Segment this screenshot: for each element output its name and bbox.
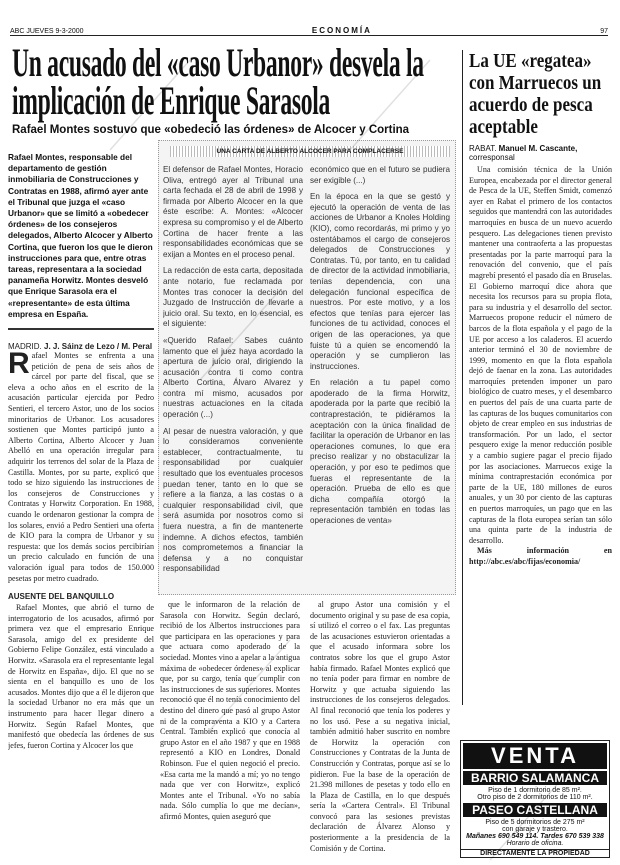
body-text: Rafael Montes, que abrió el turno de interrogatorio de los acusados, afirmó por primera vez que el empresario Enrique Sarasola, amigo del ex presidente del Gobierno Felipe González, está vinculado a Horwitz. «Sarasola era el representante legal de Horwitz en España», dijo. El que no se sienta en el banquillo es uno de los acusados. Montes dijo que a él le dijeron que la sociedad Urbanor no era más que un instrumento para hacer llegar dinero a Horwitz. Según Rafael Montes, que manifestó que obedecía las órdenes de sus jefes, fueron Cortina y Alcocer los que <box>8 603 154 750</box>
main-headline: Un acusado del «caso Urbanor» desvela la implicación de Enrique Sarasola <box>12 40 424 123</box>
issue-date: ABC JUEVES 9-3-2000 <box>10 28 84 35</box>
body-text: al grupo Astor una comisión y el documento original y su pase de esa copia, sí utilizó el correo o el fax. Las preguntas de las acusaciones estuvieron orientadas a que el acusado informara sobre los contratos sobre los que el grupo Astor había firmado. Rafael Montes explicó que no tenía poder para firmar en nombre de Horwitz y que actuaba siguiendo las instrucciones de los consejeros delegados. Al final reconoció que tenía los poderes y no los usó. Pese a su negativa inicial, también admitió haber suscrito en nombre de Horwitz la operación con Construcciones y Contratas de la Junta de Construcción y Contratas, porque así se lo pidieron. Fue la base de la operación de 21.398 millones de pesetas y todo ello en la Plaza de Castilla, en lo que después sería la «Cartera Central». El Tribunal convocó para las sesiones previstas declaración de Álvarez Alonso y posteriormente a la presidencia de la Comisión y de Cortina. <box>310 600 450 853</box>
body-text: que le informaron de la relación de Sarasola con Horwitz. Según declaró, recibió de los Albertos instrucciones para que participara en las operaciones y para que actuara como apoderado de la sociedad. Montes vino a apelar a la antigua máxima de «obedecer órdenes» al explicar que, por su cargo, tenía que cumplir con las instrucciones de sus superiores. Montes reconoció que él no tenía conocimiento del destino del dinero que pasó al grupo Astor ni de la compraventa a KIO y a Cartera Central. También explicó que conocía al grupo Astor en el año 1987 y que en 1988 representó a KIO en Londres, Donald Robinson. Fue el quien negoció el precio. «Esa carta me la mandó a mí; yo no tengo nada que ver con Horwitz», explicó Montes ante el Tribunal. «Yo no sabía nada. Sólo cumplía lo que me decían», afirmó Montes, quien aseguró que <box>160 600 300 821</box>
box-paragraph: La redacción de esta carta, depositada ante notario, fue reclamada por Montes tras conocer la decisión del Juzgado de Instrucción de llevarle a juicio oral. Su texto, en lo esencial, es el siguiente: <box>163 266 303 329</box>
more-info-link[interactable]: Más información en http://abc.es/abc/fijas/economia/ <box>469 546 612 566</box>
byline-author: Manuel M. Cascante, <box>498 144 578 153</box>
article-column-2 <box>160 600 300 862</box>
ad-band-castellana: PASEO CASTELLANA <box>463 803 607 817</box>
box-paragraph: Al pesar de nuestra valoración, y que lo consideramos conveniente establecer, contractualmente, tu responsabilidad por cualquier resultado que los eventuales procesos puedan tener, tanto en lo que se refiere a la fianza, a las costas o a cualquier responsabilidad civil, que será asumida por nosotros como si fuera nuestra, a fin de mantenerte indemne. A dichos efectos, también nos comprometemos a financiar la defensa y a no conquistar responsabilidad <box>163 426 303 574</box>
side-article <box>462 50 612 705</box>
body-text: afael Montes se enfrenta a una petición de pena de seis años de cárcel por parte del fiscal, que se eleva a ocho años en el escrito de la acusación particular ejercida por Pedro Sentieri, el tercero Astor, uno de los socios minoritarios de Urbanor. Los acusadores sostienen que Montes participó junto a Alberto Cortina, Alberto Alcocer y Juan Abelló en una operación irregular para adquirir los terrenos del solar de la Plaza de Castilla. Montes, por su parte, explicó que todo se hizo siguiendo las instrucciones de los consejeros de Construcciones y Contratas y Horwitz Corporation. En 1988, cuando le ordenaron gestionar la compra de los solares, envió a Pedro Sentieri una oferta de KIO para la compra de Urbanor y su respuesta: que los demás socios percibirían un precio calculado en función de una valoración igual para todos de 150.000 pesetas por metro cuadrado. <box>8 351 154 583</box>
ad-line: Piso de 5 dormitorios de 275 m² <box>485 819 585 826</box>
page-number: 97 <box>600 28 608 35</box>
section-subtitle: AUSENTE DEL BANQUILLO <box>8 592 115 602</box>
lead-paragraph: Rafael Montes, responsable del departamento de gestión inmobiliaria de Construcciones y Contratas en 1988, afirmó ayer ante el Tribunal que juzga el «caso Urbanor» que se limitó a «obedecer órdenes» de los consejeros delegados, Alberto Alcocer y Alberto Cortina, que fueron los que le dieron instrucciones para que, entre otras tareas, representara a la sociedad panameña Horwitz. Montes desveló que Enrique Sarasola era el «representante» de esta última empresa en España. <box>8 152 153 319</box>
box-title: UNA CARTA DE ALBERTO ALCOCER PARA COMPLACERSE <box>170 146 450 157</box>
divider <box>8 328 154 330</box>
ad-title: VENTA <box>463 743 607 769</box>
ad-phones: Mañanes 690 549 114. Tardes 670 539 338 <box>466 833 604 840</box>
side-byline <box>469 144 612 162</box>
ad-footer: DIRECTAMENTE LA PROPIEDAD <box>461 849 609 857</box>
side-body <box>469 165 612 705</box>
byline-place: RABAT. <box>469 144 497 153</box>
body-text: Una comisión técnica de la Unión Europea, encabezada por el director general de Pesca de la UE, Steffen Smidt, comenzó ayer en Rabat el primero de los contactos seguidos que mantendrá con las autoridades marroquíes en busca de un nuevo acuerdo pesquero. Las delegaciones tienen previsto mantener una contraoferta a las propuestas presentadas por la parte marroquí para la renovación del convenio, que el país magrebí presentó el pasado día en Bruselas. El Gobierno marroquí dice ahora que necesita los recursos para su propia flota, para su industria y el desarrollo del sector. Marruecos propone reducir el número de barcos de la flota española y el pago de la UE por acceso a los caladeros. El acuerdo anterior terminó el 30 de noviembre de 1999, momento en que la flota española dejó de faenar en la zona. Las autoridades marroquíes pretenden imponer un paro biológico de cuatro meses, y el desembarco en puertos del país de una cuarta parte de las capturas de los buques comunitarios con objeto de crear empleo en sus industrias de transformación. Por un lado, el sector pesquero exige la menor reducción posible y a cambio sugiere pagar el precio fijado por las asociaciones. Marruecos exige la mínima contraprestación económica por parte de la UE, 180 millones de euros anuales, y un 30 por ciento de las capturas en puertos marroquíes, un pago que en las capturas de la flota europea serían tan sólo una quinta parte de la industria de desarrollo. <box>469 165 612 545</box>
ad-line: con garaje y trastero. <box>502 826 568 833</box>
byline-place: MADRID. <box>8 342 42 352</box>
main-subheadline: Rafael Montes sostuvo que «obedeció las órdenes» de Alcocer y Cortina <box>12 124 410 136</box>
drop-cap: R <box>8 347 30 381</box>
box-paragraph: «Querido Rafael: Sabes cuánto lamento que el juez haya acordado la apertura de juicio oral, dirigiendo la acusación contra ti como contra Alberto Cortina, Álvaro Alvarez y contra mí mismo, acusados por nuestras actuaciones en la citada operación (...) <box>163 335 303 420</box>
section-name: ECONOMÍA <box>311 26 372 35</box>
article-column-3 <box>310 600 450 862</box>
byline <box>8 342 154 351</box>
box-column-2 <box>310 165 450 592</box>
box-paragraph: En la época en la que se gestó y ejecutó la operación de venta de las acciones de Urbanor a Knoles Holding (KIO), como recordarás, mi primo y yo ostentábamos el cargo de consejeros delegados de Construcciones y Contratas. Tú, por tanto, en tu calidad de director de la actividad inmobiliaria, tenías dependencia, con una delegación funcional específica de nuestros. Por este motivo, y a los efectos que tenías para ejercer las funciones de tu actividad, conoces el origen de las operaciones, ya que fuiste tú a quien se encomendó la operación y se cumplieron las instrucciones. <box>310 192 450 371</box>
side-headline: La UE «regatea» con Marruecos un acuerdo de pesca aceptable <box>469 50 602 138</box>
article-column-1 <box>8 152 154 862</box>
ad-hours: Horario de oficina. <box>506 840 564 847</box>
box-paragraph: El defensor de Rafael Montes, Horacio Oliva, entregó ayer al Tribunal una carta fechada el 28 de abril de 1998 y firmada por Alberto Alcocer en la que éste escribe: A. Montes: «Alcocer expresa su compromiso y el de Alberto Cortina de hacer frente a las responsabilidades económicas que se exijan a Montes en el proceso penal. <box>163 165 303 259</box>
box-column-1 <box>163 165 303 592</box>
classified-ad <box>460 740 610 858</box>
box-paragraph: En relación a tu papel como apoderado de la firma Horwitz, apoderada por la parte que recibió la contraprestación, te pidiéramos la aceptación con la única finalidad de facilitar la operación de Urbanor en las operaciones comunes, lo que era preciso realizar y no obstaculizar la operación, y por eso te pedimos que fueras el representante de la operación. Prueba de ello es que dicha compañía otorgó la representación también en todas las operaciones de venta» <box>310 378 450 525</box>
byline-role: corresponsal <box>469 153 515 162</box>
box-paragraph: económico que en el futuro se pudiera ser exigible (...) <box>310 165 450 185</box>
ad-line: Piso de 1 dormitorio de 85 m². <box>488 787 582 794</box>
ad-band-salamanca: BARRIO SALAMANCA <box>463 771 607 785</box>
byline-authors: J. J. Sáinz de Lezo / M. Peral <box>44 342 153 352</box>
page-header <box>10 24 608 36</box>
ad-line: Otro piso de 2 dormitorios de 110 m². <box>477 794 593 801</box>
